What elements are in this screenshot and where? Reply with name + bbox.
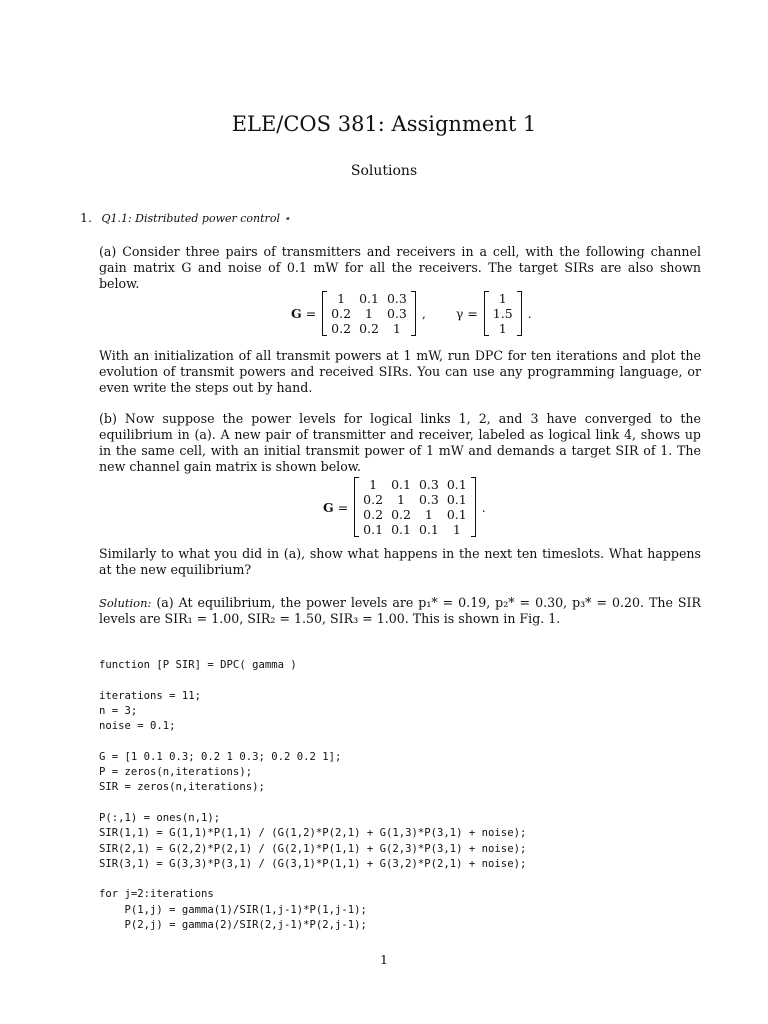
solution-text: (a) At equilibrium, the power levels are p₁* = 0.19, p₂* = 0.30, p₃* = 0.20. The SIR levels are SIR₁ = 1.00, SIR₂ = 1.50, SIR₃ = 1.00. This is shown in Fig. 1. bbox=[99, 595, 701, 626]
part-a-text: (a) Consider three pairs of transmitters and receivers in a cell, with the following channel gain matrix G and noise of 0.1 mW for all the receivers. The target SIRs are also shown below. bbox=[99, 244, 701, 291]
matrix-cell: 0.1 bbox=[363, 522, 384, 537]
question-title: Q1.1: Distributed power control ⋆ bbox=[101, 212, 291, 225]
matrix-cell: 0.1 bbox=[418, 522, 439, 537]
part-a-instructions: With an initialization of all transmit powers at 1 mW, run DPC for ten iterations and plot the evolution of transmit powers and received SIRs. You can use any programming language, or even write the steps out by hand. bbox=[99, 348, 701, 395]
matrix-cell: 1 bbox=[498, 291, 507, 306]
matrix-cell: 1 bbox=[498, 321, 507, 336]
matrix-cell: 0.3 bbox=[418, 477, 439, 492]
code-line bbox=[99, 796, 526, 811]
matrix-cell: 1 bbox=[452, 522, 461, 537]
question-heading bbox=[80, 210, 290, 225]
code-line: iterations = 11; bbox=[99, 689, 202, 702]
code-listing bbox=[99, 658, 526, 933]
gamma-vector bbox=[484, 291, 522, 336]
page-subtitle: Solutions bbox=[350, 163, 418, 179]
matrix-cell: 0.1 bbox=[391, 522, 411, 537]
code-line: SIR(2,1) = G(2,2)*P(2,1) / (G(2,1)*P(1,1) + G(2,3)*P(3,1) + noise); bbox=[99, 842, 527, 855]
matrix-cell: 0.2 bbox=[331, 321, 352, 336]
solution-paragraph bbox=[99, 595, 701, 627]
code-line: P(2,j) = gamma(2)/SIR(2,j-1)*P(2,j-1); bbox=[99, 919, 367, 932]
part-b-instructions: Similarly to what you did in (a), show what happens in the next ten timeslots. What happens at the new equilibrium? bbox=[99, 546, 701, 577]
eq2-period: . bbox=[481, 499, 486, 515]
code-line bbox=[99, 734, 526, 749]
code-line: P(1,j) = gamma(1)/SIR(1,j-1)*P(1,j-1); bbox=[99, 903, 367, 916]
code-line: n = 3; bbox=[99, 704, 138, 717]
code-line: SIR(3,1) = G(3,3)*P(3,1) / (G(3,1)*P(1,1) + G(3,2)*P(2,1) + noise); bbox=[99, 857, 527, 870]
matrix-cell: 0.3 bbox=[386, 306, 407, 321]
gain-matrix-3x3 bbox=[322, 291, 416, 336]
eq1-comma: , bbox=[421, 306, 426, 321]
eq1-equals: = bbox=[305, 306, 317, 321]
equation-2 bbox=[323, 477, 490, 537]
matrix-cell: 1.5 bbox=[492, 306, 513, 321]
matrix-cell: 0.2 bbox=[331, 306, 352, 321]
matrix-cell: 0.3 bbox=[386, 291, 407, 306]
matrix-cell: 1 bbox=[369, 477, 378, 492]
matrix-cell: 0.1 bbox=[446, 507, 467, 522]
matrix-cell: 0.2 bbox=[363, 507, 384, 522]
question-number: 1. bbox=[80, 210, 92, 225]
matrix-cell: 0.1 bbox=[359, 291, 379, 306]
code-line: SIR = zeros(n,iterations); bbox=[99, 781, 265, 794]
code-line: P(:,1) = ones(n,1); bbox=[99, 811, 221, 824]
matrix-cell: 0.1 bbox=[446, 492, 467, 507]
eq1-period: . bbox=[527, 306, 532, 321]
code-line bbox=[99, 872, 526, 887]
matrix-cell: 0.1 bbox=[446, 477, 467, 492]
page-number: 1 bbox=[380, 952, 388, 967]
matrix-cell: 1 bbox=[365, 306, 373, 321]
code-line: noise = 0.1; bbox=[99, 720, 176, 733]
gain-matrix-4x4 bbox=[354, 477, 476, 537]
matrix-cell: 1 bbox=[397, 492, 405, 507]
page-title: ELE/COS 381: Assignment 1 bbox=[231, 112, 537, 136]
matrix-cell: 0.2 bbox=[363, 492, 384, 507]
matrix-cell: 0.2 bbox=[391, 507, 411, 522]
code-line bbox=[99, 673, 526, 688]
matrix-cell: 1 bbox=[337, 291, 346, 306]
matrix-cell: 1 bbox=[424, 507, 433, 522]
equation-1 bbox=[291, 291, 536, 336]
matrix-cell: 1 bbox=[392, 321, 401, 336]
part-b-text: (b) Now suppose the power levels for logical links 1, 2, and 3 have converged to the equilibrium in (a). A new pair of transmitter and receiver, labeled as logical link 4, shows up in the same cell, with an initial transmit power of 1 mW and demands a target SIR of 1. The new channel gain matrix is shown below. bbox=[99, 411, 701, 474]
matrix-cell: 0.2 bbox=[359, 321, 379, 336]
eq1-g-symbol: G bbox=[291, 306, 302, 321]
code-line: SIR(1,1) = G(1,1)*P(1,1) / (G(1,2)*P(2,1) + G(1,3)*P(3,1) + noise); bbox=[99, 827, 527, 840]
eq1-equals-2: = bbox=[467, 306, 478, 321]
code-line: for j=2:iterations bbox=[99, 888, 214, 901]
gamma-symbol: γ bbox=[455, 306, 464, 321]
code-line: P = zeros(n,iterations); bbox=[99, 766, 253, 779]
matrix-cell: 0.1 bbox=[391, 477, 411, 492]
eq2-g-symbol: G bbox=[323, 499, 334, 515]
matrix-cell: 0.3 bbox=[418, 492, 439, 507]
code-line: function [P SIR] = DPC( gamma ) bbox=[99, 659, 297, 671]
code-line: G = [1 0.1 0.3; 0.2 1 0.3; 0.2 0.2 1]; bbox=[99, 750, 342, 763]
eq2-equals: = bbox=[337, 499, 349, 515]
solution-label: Solution: bbox=[99, 596, 152, 610]
